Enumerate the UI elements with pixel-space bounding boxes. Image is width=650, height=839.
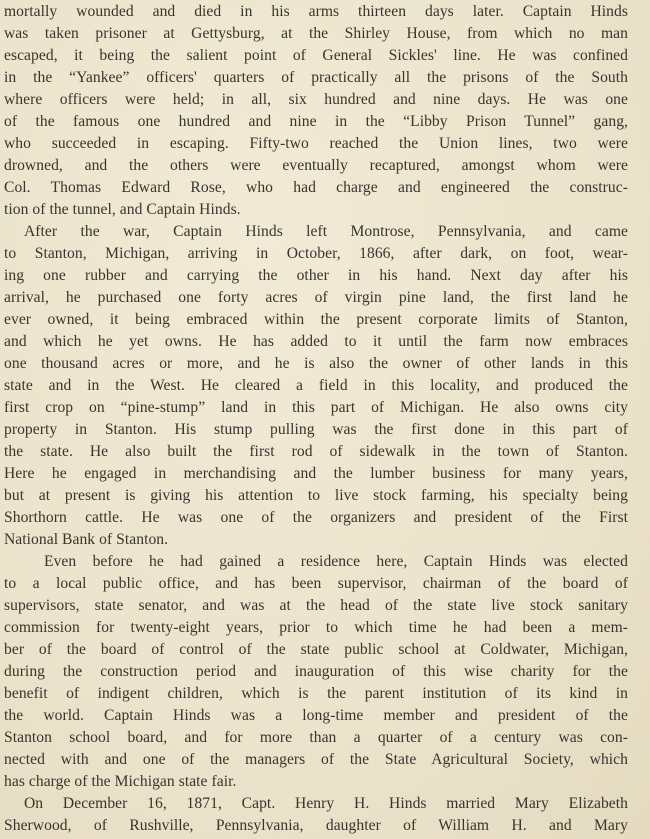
text-line: but at present is giving his attention to live stock farming, his specialty being [4,487,628,504]
text-line: Col. Thomas Edward Rose, who had charge and engineered the construc- [4,179,628,196]
text-line: to a local public office, and has been supervisor, chairman of the board of [4,575,628,592]
text-line: Even before he had gained a residence here, Captain Hinds was elected [44,553,628,570]
text-line: commission for twenty-eight years, prior to which time he had been a mem- [4,619,628,636]
text-line: who succeeded in escaping. Fifty-two reached the Union lines, two were [4,135,628,152]
text-line: supervisors, state senator, and was at the head of the state live stock sanitary [4,597,628,614]
text-line: nected with and one of the managers of the State Agricultural Society, which [4,751,628,768]
text-line: the state. He also built the first rod of sidewalk in the town of Stanton. [4,443,628,460]
text-line: drowned, and the others were eventually recaptured, amongst whom were [4,157,628,174]
text-line: and which he yet owns. He has added to it until the farm now embraces [4,333,628,350]
text-line: ing one rubber and carrying the other in his hand. Next day after his [4,267,628,284]
paragraph-2 [4,221,628,551]
text-line: mortally wounded and died in his arms thirteen days later. Captain Hinds [4,3,628,20]
text-line: where officers were held; in all, six hundred and nine days. He was one [4,91,628,108]
text-line: one thousand acres or more, and he is also the owner of other lands in this [4,355,628,372]
text-line: to Stanton, Michigan, arriving in October, 1866, after dark, on foot, wear- [4,245,628,262]
text-line: arrival, he purchased one forty acres of virgin pine land, the first land he [4,289,628,306]
paragraph-3 [4,551,628,793]
text-line: first crop on “pine-stump” land in this part of Michigan. He also owns city [4,399,628,416]
text-line: National Bank of Stanton. [4,531,169,548]
text-line: property in Stanton. His stump pulling was the first done in this part of [4,421,628,438]
text-line: escaped, it being the salient point of General Sickles' line. He was confined [4,47,628,64]
text-line: benefit of indigent children, which is the parent institution of its kind in [4,685,628,702]
text-line: tion of the tunnel, and Captain Hinds. [4,201,241,218]
text-line: Here he engaged in merchandising and the lumber business for many years, [4,465,628,482]
text-line: ber of the board of control of the state public school at Coldwater, Michigan, [4,641,628,658]
text-line: ever owned, it being embraced within the present corporate limits of Stanton, [4,311,628,328]
text-line: Stanton school board, and for more than a quarter of a century was con- [4,729,628,746]
paragraph-4 [4,793,628,837]
text-line: On December 16, 1871, Capt. Henry H. Hinds married Mary Elizabeth [24,795,628,812]
text-line: Shorthorn cattle. He was one of the organizers and president of the First [4,509,628,526]
paragraph-1 [4,1,628,221]
text-line: of the famous one hundred and nine in the “Libby Prison Tunnel” gang, [4,113,628,130]
text-line: the world. Captain Hinds was a long-time member and president of the [4,707,628,724]
text-line: has charge of the Michigan state fair. [4,773,237,790]
text-line: in the “Yankee” officers' quarters of practically all the prisons of the South [4,69,628,86]
text-line: was taken prisoner at Gettysburg, at the Shirley House, from which no man [4,25,628,42]
text-line: during the construction period and inauguration of this wise charity for the [4,663,628,680]
text-line: After the war, Captain Hinds left Montrose, Pennsylvania, and came [24,223,628,240]
text-line: state and in the West. He cleared a field in this locality, and produced the [4,377,628,394]
text-line: Sherwood, of Rushville, Pennsylvania, daughter of William H. and Mary [4,817,628,834]
